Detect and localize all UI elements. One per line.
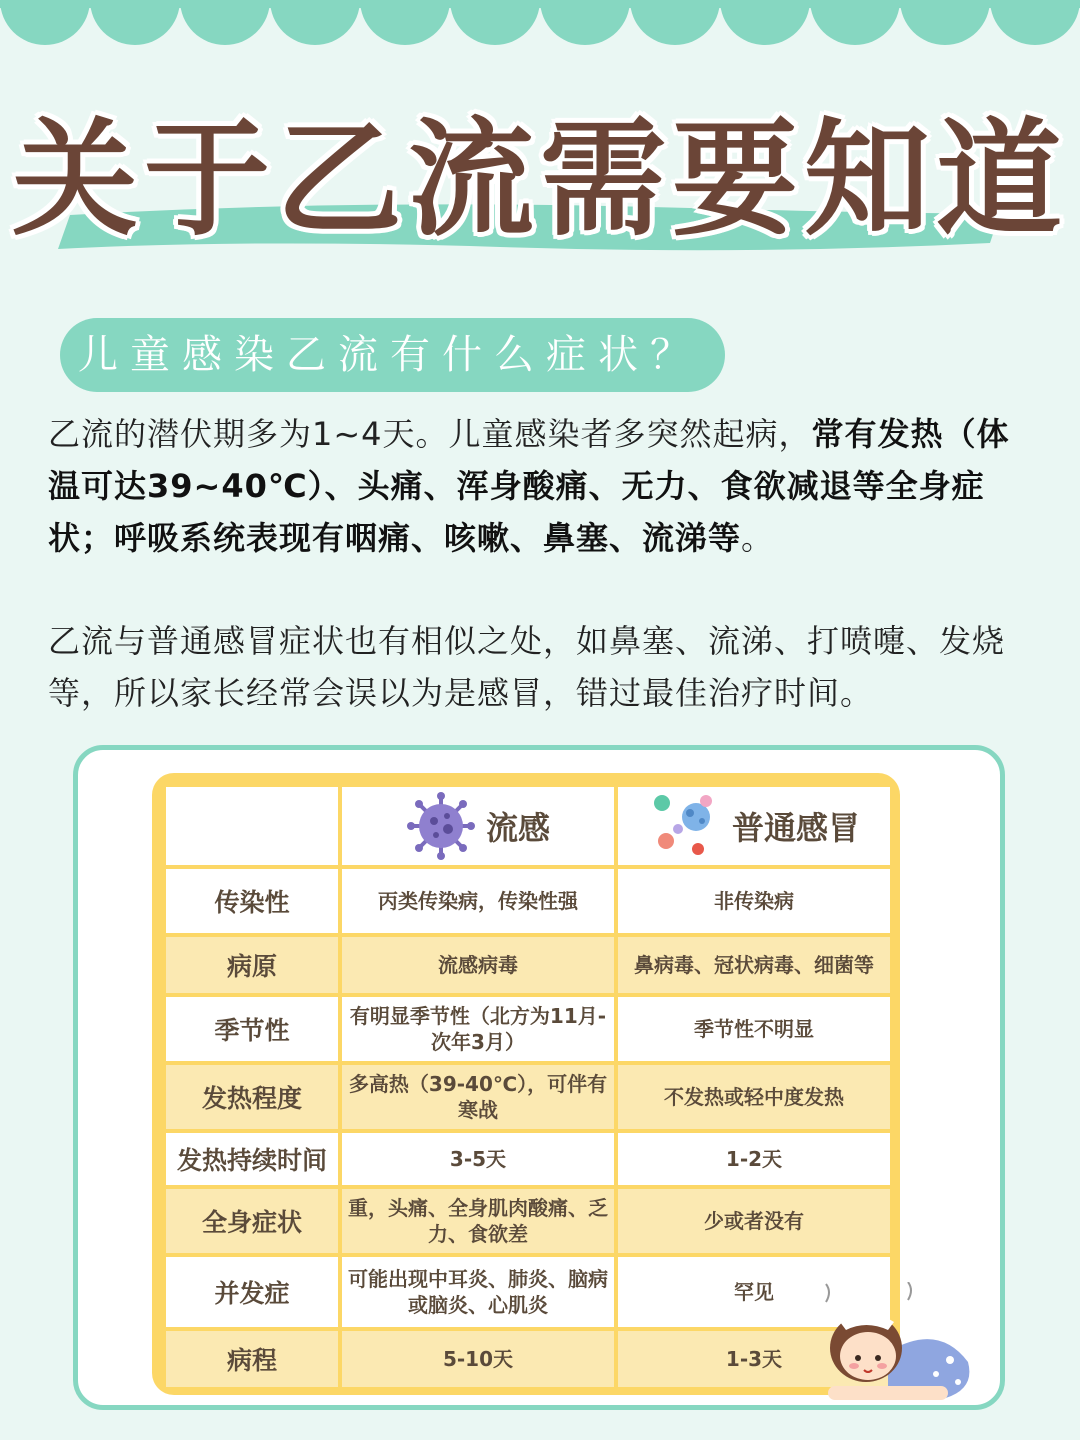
title-area (0, 95, 1080, 265)
row-label: 病原 (166, 937, 338, 993)
row-label: 发热持续时间 (166, 1133, 338, 1185)
table-row (166, 997, 890, 1061)
cold-cell: 罕见 (618, 1257, 890, 1327)
table-row (166, 869, 890, 933)
table-row (166, 1065, 890, 1129)
row-label: 全身症状 (166, 1189, 338, 1253)
cold-cell: 1-2天 (618, 1133, 890, 1185)
header-empty-cell (166, 787, 338, 865)
flu-cell: 可能出现中耳炎、肺炎、脑病或脑炎、心肌炎 (342, 1257, 614, 1327)
cold-cell: 1-3天 (618, 1331, 890, 1387)
cold-cell: 鼻病毒、冠状病毒、细菌等 (618, 937, 890, 993)
header-cold (618, 787, 890, 865)
paragraph-text: 乙流的潜伏期多为1~4天。儿童感染者多突然起病， (48, 415, 812, 453)
row-label: 发热程度 (166, 1065, 338, 1129)
row-label: 传染性 (166, 869, 338, 933)
comparison-table (162, 783, 894, 1391)
header-cold-label: 普通感冒 (731, 809, 860, 847)
table-row (166, 1331, 890, 1387)
row-label: 病程 (166, 1331, 338, 1387)
flu-cell: 多高热（39-40℃），可伴有寒战 (342, 1065, 614, 1129)
germs-icon (648, 789, 722, 863)
sick-child-illustration (818, 1282, 976, 1404)
table-row (166, 937, 890, 993)
table-header-row (166, 787, 890, 865)
row-label: 季节性 (166, 997, 338, 1061)
flu-cell: 有明显季节性（北方为11月-次年3月） (342, 997, 614, 1061)
table-row (166, 1189, 890, 1253)
page-title: 关于乙流需要知道 (12, 106, 1068, 253)
symptoms-paragraph (48, 408, 1038, 564)
cold-cell: 非传染病 (618, 869, 890, 933)
header-flu (342, 787, 614, 865)
paragraph-bold-text: 常有发热（体温可达39~40℃）、头痛、浑身酸痛、无力、食欲减退等全身症状；呼吸系统表现有咽痛、咳嗽、鼻塞、流涕等 (48, 415, 1010, 557)
flu-cell: 5-10天 (342, 1331, 614, 1387)
cold-cell: 少或者没有 (618, 1189, 890, 1253)
row-label: 并发症 (166, 1257, 338, 1327)
scalloped-border (0, 0, 1080, 50)
cold-cell: 季节性不明显 (618, 997, 890, 1061)
paragraph-end: 。 (741, 519, 775, 557)
virus-icon (406, 791, 476, 861)
comparison-paragraph: 乙流与普通感冒症状也有相似之处，如鼻塞、流涕、打喷嚏、发烧等，所以家长经常会误以为是感冒，错过最佳治疗时间。 (48, 622, 1006, 712)
cold-cell: 不发热或轻中度发热 (618, 1065, 890, 1129)
flu-cell: 3-5天 (342, 1133, 614, 1185)
flu-cell: 重，头痛、全身肌肉酸痛、乏力、食欲差 (342, 1189, 614, 1253)
header-flu-label: 流感 (485, 809, 550, 847)
table-row (166, 1133, 890, 1185)
section-subtitle: 儿童感染乙流有什么症状？ (78, 332, 702, 378)
flu-cell: 流感病毒 (342, 937, 614, 993)
table-row (166, 1257, 890, 1327)
flu-cell: 丙类传染病，传染性强 (342, 869, 614, 933)
